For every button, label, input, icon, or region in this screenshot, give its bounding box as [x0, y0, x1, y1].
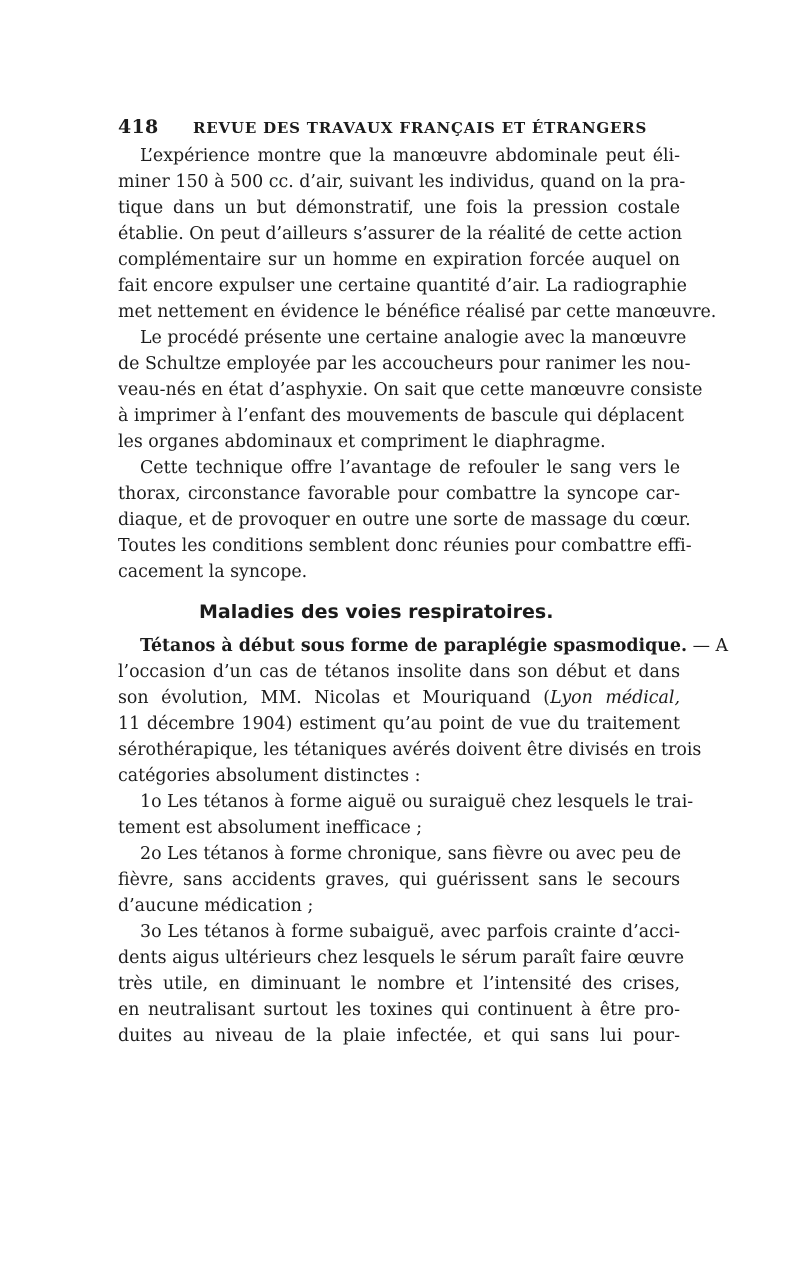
- text-line: [118, 685, 680, 711]
- text-line: miner 150 à 500 cc. d’air, suivant les individus, quand on la pra-: [118, 172, 686, 192]
- running-title: REVUE DES TRAVAUX FRANÇAIS ET ÉTRANGERS: [193, 119, 648, 137]
- text-line: thorax, circonstance favorable pour combattre la syncope car-: [118, 484, 680, 504]
- text-line: les organes abdominaux et compriment le diaphragme.: [118, 432, 606, 452]
- text-line: l’occasion d’un cas de tétanos insolite dans son début et dans: [118, 662, 680, 682]
- text-line: complémentaire sur un homme en expiration forcée auquel on: [118, 250, 680, 270]
- article-title: Tétanos à début sous forme de paraplégie spasmodique.: [140, 636, 688, 656]
- text-fragment: — A: [692, 636, 729, 656]
- text-line: de Schultze employée par les accoucheurs pour ranimer les nou-: [118, 354, 691, 374]
- page-number: 418: [118, 116, 159, 138]
- text-line: duites au niveau de la plaie infectée, et qui sans lui pour-: [118, 1026, 680, 1046]
- text-line: cacement la syncope.: [118, 562, 308, 582]
- text-line: dents aigus ultérieurs chez lesquels le sérum paraît faire œuvre: [118, 948, 685, 968]
- text-line: fièvre, sans accidents graves, qui guérissent sans le secours: [118, 870, 680, 890]
- journal-citation: Lyon médical,: [550, 688, 680, 708]
- text-line: tique dans un but démonstratif, une fois la pression costale: [118, 198, 680, 218]
- text-line: Toutes les conditions semblent donc réunies pour combattre effi-: [118, 536, 692, 556]
- text-line: Le procédé présente une certaine analogie avec la manœuvre: [140, 328, 687, 348]
- text-line: en neutralisant surtout les toxines qui continuent à être pro-: [118, 1000, 680, 1020]
- text-line: veau-nés en état d’asphyxie. On sait que cette manœuvre consiste: [118, 380, 703, 400]
- text-line: fait encore expulser une certaine quantité d’air. La radiographie: [118, 276, 687, 296]
- text-line: 1o Les tétanos à forme aiguë ou suraiguë chez lesquels le trai-: [140, 792, 694, 812]
- text-line: à imprimer à l’enfant des mouvements de bascule qui déplacent: [118, 406, 684, 426]
- text-line: 2o Les tétanos à forme chronique, sans fièvre ou avec peu de: [140, 844, 682, 864]
- text-line: diaque, et de provoquer en outre une sorte de massage du cœur.: [118, 510, 691, 530]
- text-line: [118, 633, 729, 659]
- page-header: [118, 116, 680, 140]
- text-line: catégories absolument distinctes :: [118, 766, 421, 786]
- text-line: 11 décembre 1904) estiment qu’au point de vue du traitement: [118, 714, 680, 734]
- text-line: tement est absolument inefficace ;: [118, 818, 423, 838]
- text-line: établie. On peut d’ailleurs s’assurer de la réalité de cette action: [118, 224, 683, 244]
- text-line: d’aucune médication ;: [118, 896, 314, 916]
- text-line: 3o Les tétanos à forme subaiguë, avec parfois crainte d’acci-: [140, 922, 680, 942]
- section-heading: Maladies des voies respiratoires.: [199, 601, 554, 623]
- text-line: L’expérience montre que la manœuvre abdominale peut éli-: [140, 146, 680, 166]
- text-line: sérothérapique, les tétaniques avérés doivent être divisés en trois: [118, 740, 702, 760]
- text-line: met nettement en évidence le bénéfice réalisé par cette manœuvre.: [118, 302, 717, 322]
- text-line: très utile, en diminuant le nombre et l’intensité des crises,: [118, 974, 680, 994]
- text-fragment: son évolution, MM. Nicolas et Mouriquand (: [118, 688, 551, 708]
- text-line: Cette technique offre l’avantage de refouler le sang vers le: [140, 458, 680, 478]
